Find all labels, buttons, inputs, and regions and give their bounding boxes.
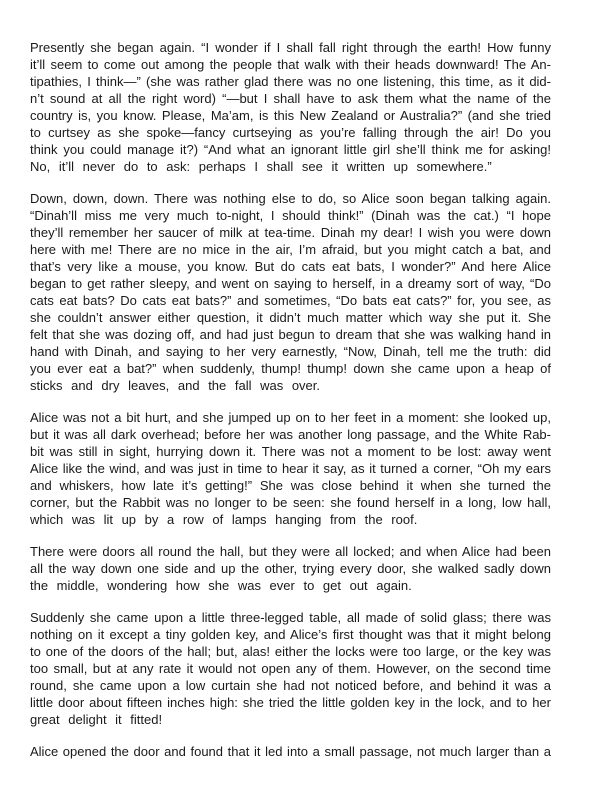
text-column (30, 39, 551, 760)
text-line: great delight it fitted! (30, 712, 163, 727)
text-line: all the way down one side and up the other, trying every door, she walked sadly down (30, 561, 551, 576)
paragraph (30, 743, 551, 760)
text-line: you ever eat a bat?” when suddenly, thump! thump! down she came upon a heap of (30, 361, 551, 376)
text-line: Down, down, down. There was nothing else to do, so Alice soon began talking again. (30, 191, 551, 206)
paragraph (30, 409, 551, 528)
text-line: No, it’ll never do to ask: perhaps I shall see it written up somewhere.” (30, 159, 492, 174)
text-line: she couldn’t answer either question, it didn’t much matter which way she put it. She (30, 310, 551, 325)
text-line: n’t sound at all the right word) “—but I shall have to ask them what the name of the (30, 91, 551, 106)
text-line: Suddenly she came upon a little three-legged table, all made of solid glass; there was (30, 610, 551, 625)
text-line: they’ll remember her saucer of milk at tea-time. Dinah my dear! I wish you were down (30, 225, 551, 240)
text-line: tipathies, I think—” (she was rather glad there was no one listening, this time, as it did- (30, 74, 551, 89)
text-line: felt that she was dozing off, and had just begun to dream that she was walking hand in (30, 327, 551, 342)
text-line: that’s very like a mouse, you know. But do cats eat bats, I wonder?” And here Alice (30, 259, 551, 274)
text-line: but it was all dark overhead; before her was another long passage, and the White Rab- (30, 427, 551, 442)
text-line: little door about fifteen inches high: she tried the little golden key in the lock, and to her (30, 695, 551, 710)
text-line: cats eat bats? Do cats eat bats?” and sometimes, “Do bats eat cats?” for, you see, as (30, 293, 551, 308)
text-line: corner, but the Rabbit was no longer to be seen: she found herself in a long, low hall, (30, 495, 551, 510)
text-line: Alice like the wind, and was just in time to hear it say, as it turned a corner, “Oh my ears (30, 461, 551, 476)
text-line: Alice was not a bit hurt, and she jumped up on to her feet in a moment: she looked up, (30, 410, 551, 425)
text-line: hand with Dinah, and saying to her very earnestly, “Now, Dinah, tell me the truth: did (30, 344, 551, 359)
text-line: There were doors all round the hall, but they were all locked; and when Alice had been (30, 544, 551, 559)
paragraph (30, 190, 551, 394)
text-line: it’ll seem to come out among the people that walk with their heads downward! The An- (30, 57, 551, 72)
text-line: and whiskers, how late it’s getting!” She was close behind it when she turned the (30, 478, 551, 493)
text-line: to curtsey as she spoke—fancy curtseying as you’re falling through the air! Do you (30, 125, 551, 140)
paragraph (30, 609, 551, 728)
text-line: sticks and dry leaves, and the fall was over. (30, 378, 321, 393)
text-line: began to get rather sleepy, and went on saying to herself, in a dreamy sort of way, “Do (30, 276, 551, 291)
text-line: nothing on it except a tiny golden key, and Alice’s first thought was that it might belong (30, 627, 551, 642)
text-line: too small, but at any rate it would not open any of them. However, on the second time (30, 661, 551, 676)
text-line: round, she came upon a low curtain she had not noticed before, and behind it was a (30, 678, 551, 693)
text-line: which was lit up by a row of lamps hanging from the roof. (30, 512, 418, 527)
text-line: “Dinah’ll miss me very much to-night, I should think!” (Dinah was the cat.) “I hope (30, 208, 551, 223)
text-line: to one of the doors of the hall; but, alas! either the locks were too large, or the key was (30, 644, 551, 659)
text-line: Alice opened the door and found that it led into a small passage, not much larger than a (30, 744, 551, 759)
text-line: Presently she began again. “I wonder if I shall fall right through the earth! How funny (30, 40, 551, 55)
paragraph (30, 39, 551, 175)
text-line: bit was still in sight, hurrying down it. There was not a moment to be lost: away went (30, 444, 551, 459)
text-line: country is, you know. Please, Ma’am, is this New Zealand or Australia?” (and she tried (30, 108, 551, 123)
text-line: think you could manage it?) “And what an ignorant little girl she’ll think me for asking! (30, 142, 551, 157)
paragraph (30, 543, 551, 594)
text-line: the middle, wondering how she was ever to get out again. (30, 578, 412, 593)
text-line: here with me! There are no mice in the air, I’m afraid, but you might catch a bat, and (30, 242, 551, 257)
